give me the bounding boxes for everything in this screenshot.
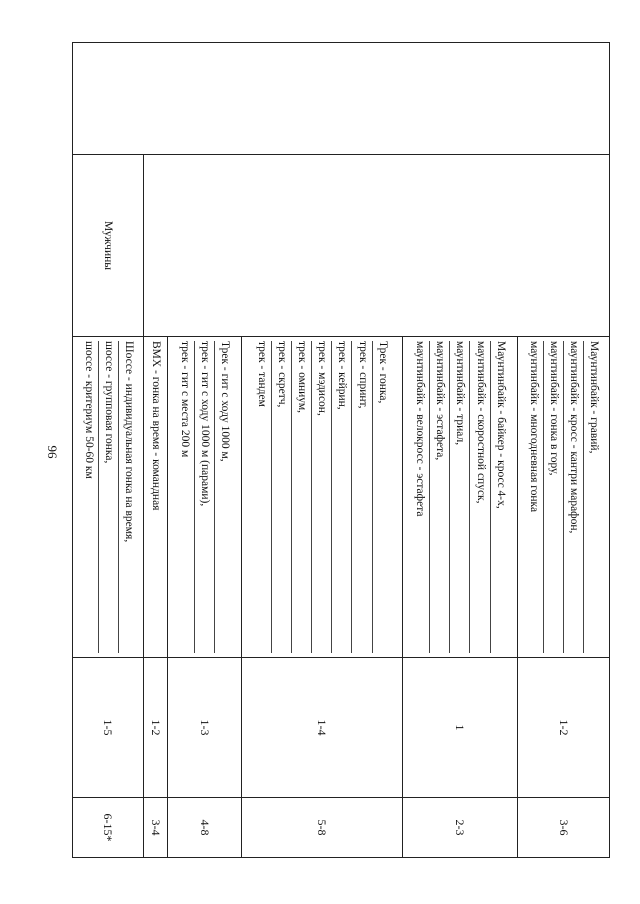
discipline-line: маунтинбайк - многодневная гонка: [527, 341, 540, 513]
discipline-line: маунтинбайк - гонка в гору,: [543, 341, 563, 653]
sports-ranges-table: [72, 42, 610, 858]
table-row: [518, 43, 610, 858]
range-a-cell: 1-5: [73, 658, 144, 798]
range-b-cell: 5-8: [241, 798, 402, 858]
discipline-line: трек - мэдисон,: [311, 341, 331, 653]
discipline-line: маунтинбайк - скоростной спуск,: [470, 341, 490, 653]
discipline-line: Трек - гит с ходу 1000 м,: [214, 341, 234, 653]
discipline-line: Трек - гонка,: [372, 341, 392, 653]
range-a-cell: 1-2: [518, 658, 610, 798]
range-a-cell: 1: [402, 658, 517, 798]
discipline-line: Маунтинбайк - гравий,: [583, 341, 603, 653]
discipline-line: трек - гит с места 200 м: [179, 341, 192, 458]
disciplines-cell: [73, 337, 144, 658]
discipline-line: трек - скретч,: [271, 341, 291, 653]
discipline-line: маунтинбайк - триал,: [449, 341, 469, 653]
disciplines-cell: [241, 337, 402, 658]
range-a-cell: 1-4: [241, 658, 402, 798]
range-b-cell: 3-6: [518, 798, 610, 858]
rotated-table-wrapper: [72, 42, 610, 857]
discipline-line: трек - кейрин,: [331, 341, 351, 653]
table-row: [73, 43, 144, 858]
discipline-line: трек - гит с ходу 1000 м (парами),: [194, 341, 214, 653]
range-a-cell: 1-3: [168, 658, 242, 798]
page-number: 96: [45, 445, 60, 459]
discipline-line: маунтинбайк - эстафета,: [429, 341, 449, 653]
blank-cell: [73, 43, 610, 155]
discipline-line: шоссе - групповая гонка,: [98, 341, 118, 653]
discipline-line: маунтинбайк - велокросс - эстафета: [414, 341, 427, 517]
discipline-line: Маунтинбайк - байкер - кросс 4-х,: [490, 341, 510, 653]
range-b-cell: 6-15*: [73, 798, 144, 858]
discipline-line: ВМХ - гонка на время - командная: [150, 341, 163, 511]
range-b-cell: 2-3: [402, 798, 517, 858]
disciplines-cell: [402, 337, 517, 658]
range-b-cell: 3-4: [144, 798, 168, 858]
disciplines-cell: [168, 337, 242, 658]
discipline-line: трек - омниум,: [291, 341, 311, 653]
discipline-line: трек - тандем: [256, 341, 269, 407]
discipline-line: шоссе - критериум 50-60 км: [82, 341, 95, 479]
disciplines-cell: [144, 337, 168, 658]
blank-cell: [144, 155, 610, 337]
disciplines-cell: [518, 337, 610, 658]
range-a-cell: 1-2: [144, 658, 168, 798]
discipline-line: маунтинбайк - кросс - кантри марафон,: [563, 341, 583, 653]
discipline-line: трек - спринт,: [352, 341, 372, 653]
gender-cell: Мужчины: [73, 155, 144, 337]
range-b-cell: 4-8: [168, 798, 242, 858]
discipline-line: Шоссе - индивидуальная гонка на время,: [118, 341, 138, 653]
